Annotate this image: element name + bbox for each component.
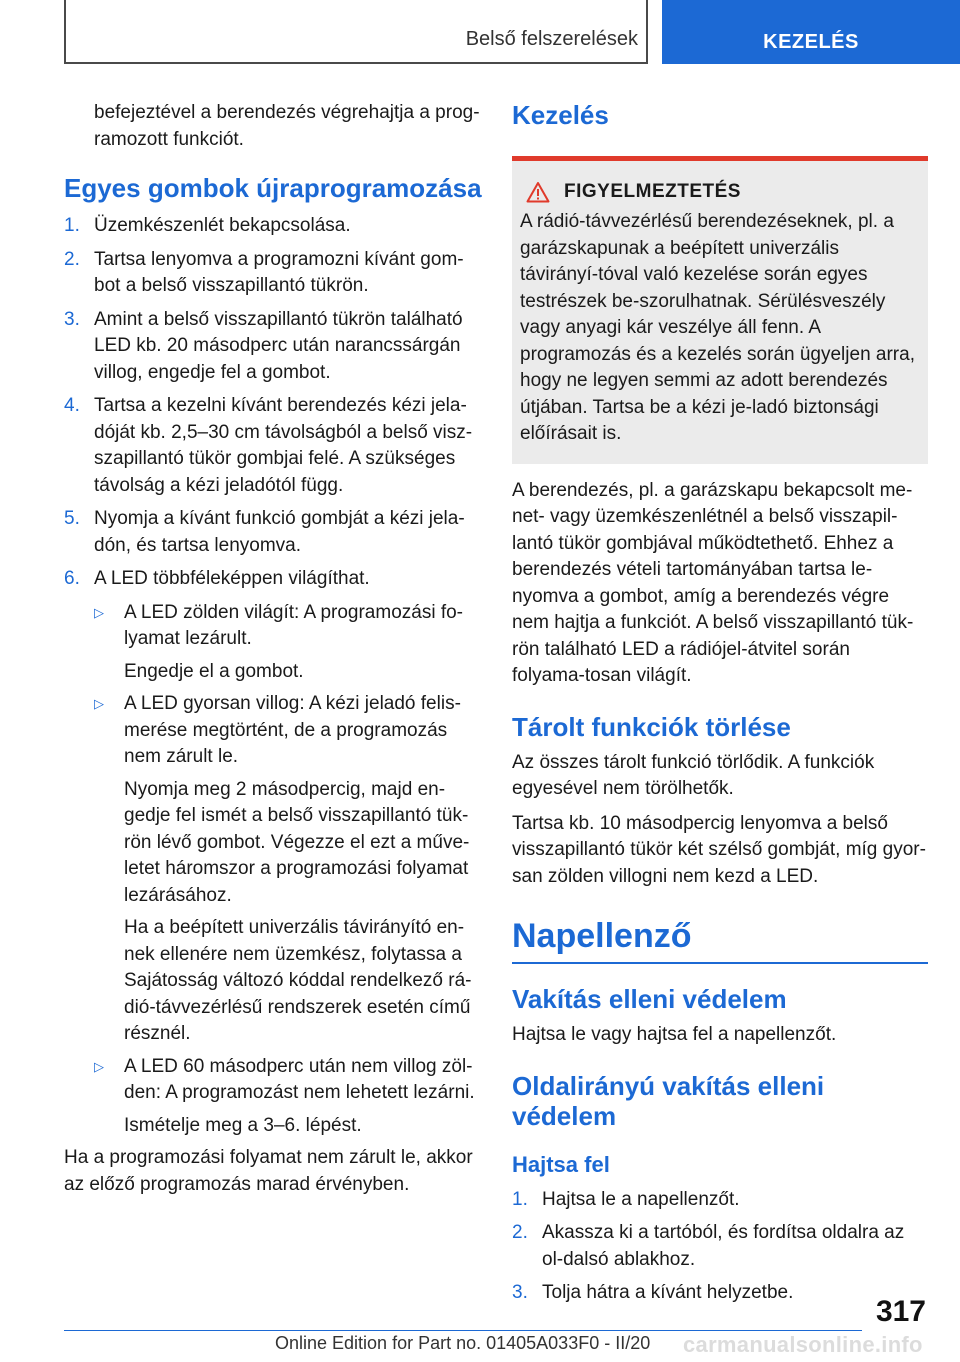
step-text: Hajtsa le a napellenzőt. (542, 1188, 740, 1210)
bullet-continuation: Ismételje meg a 3–6. lépést. (124, 1114, 362, 1136)
right-column (512, 100, 928, 1314)
warning-text: A rádió-távvezérlésű berendezéseknek, pl. a garázskapunak a beépített univerzális távirányí-tóval való kezelése során egyes testrészek be-szorulhatnak. Sérülésveszély vagy anyagi kár veszélye áll fenn. A programozás és a kezelés során ügyeljen arra, hogy ne legyen semmi az adott berendezés útjában. Tartsa be a kézi je-ladó biztonsági előírásait is. (520, 211, 915, 444)
footer-watermark: carmanualsonline.info (683, 1332, 923, 1357)
bullet-continuation: Nyomja meg 2 másodpercig, majd en-gedje fel ismét a belső visszapillantó tük-rön lévő gombot. Végezze el ezt a műve-letet háromszor a programozási folyamat lezárásához. (124, 778, 470, 906)
step-text: Amint a belső visszapillantó tükrön található LED kb. 20 másodperc után narancssárgán villog, engedje fel a gombot. (94, 308, 463, 383)
bullet-text: A LED zölden világít: A programozási fo-lyamat lezárult. (124, 601, 464, 649)
torles-paragraph-1: Az összes tárolt funkció törlődik. A funkciók egyesével nem törölhetők. (512, 751, 875, 799)
footer-divider (64, 1330, 862, 1331)
napellenzo-heading: Napellenző (512, 917, 692, 955)
header-chapter-tab (662, 0, 960, 64)
step-text: Tolja hátra a kívánt helyzetbe. (542, 1282, 794, 1303)
reprogram-steps (64, 213, 482, 593)
step-item (64, 393, 482, 499)
bullet-text: A LED 60 másodperc után nem villog zöl-den: A programozást nem lehetett lezárni. (124, 1055, 475, 1103)
step-number: 2. (64, 248, 80, 270)
step-item (64, 247, 482, 300)
bullet-text: A LED gyorsan villog: A kézi jeladó felis-merése megtörtént, de a programozás nem zárult le. (124, 693, 461, 767)
napellenzo-section-header (512, 916, 928, 964)
hajtsa-heading: Hajtsa fel (512, 1151, 610, 1177)
torles-paragraph-2: Tartsa kb. 10 másodpercig lenyomva a belső visszapillantó tükör két szélső gombját, míg gyor-san zölden villogni nem kezd a LED. (512, 812, 926, 887)
oldal-heading: Oldalirányú vakítás elleni védelem (512, 1070, 825, 1131)
left-column (64, 100, 482, 1198)
bullet-continuation: Ha a beépített univerzális távirányító en-nek ellenére nem üzemkész, folytassa a Sajátosság változó kóddal rendelkező rá-dió-távvezérlésű rendszerek esetén című résznél. (124, 917, 472, 1044)
warning-triangle-icon (526, 181, 550, 203)
step-number: 3. (64, 308, 80, 330)
reprogram-heading: Egyes gombok újraprogramozása (64, 173, 482, 203)
step-item (64, 307, 482, 387)
closing-paragraph: Ha a programozási folyamat nem zárult le, akkor az előző programozás marad érvényben. (64, 1147, 473, 1195)
step-text: Tartsa a kezelni kívánt berendezés kézi jela-dóját kb. 2,5–30 cm távolságból a belső visz-szapillantó tükör gombjai felé. A szükséges távolság a kézi jeladótól függ. (94, 395, 473, 496)
step-number: 1. (64, 215, 80, 236)
vakitas-heading: Vakítás elleni védelem (512, 984, 787, 1014)
led-bullet (64, 691, 482, 771)
step-number: 2. (512, 1222, 528, 1243)
led-bullet (64, 600, 482, 653)
step-item (512, 1187, 928, 1214)
footer-edition: Online Edition for Part no. 01405A033F0 - II/20 (275, 1333, 651, 1353)
warning-box (512, 156, 928, 464)
step-number: 4. (64, 395, 80, 416)
hajtsa-steps (512, 1187, 928, 1307)
step-item (512, 1220, 928, 1273)
bullet-continuation: Engedje el a gombot. (124, 660, 304, 682)
step-item (64, 566, 482, 593)
intro-paragraph: befejeztével a berendezés végrehajtja a prog-ramozott funkciót. (94, 102, 480, 150)
kezeles-heading: Kezelés (512, 100, 609, 130)
vakitas-paragraph: Hajtsa le vagy hajtsa fel a napellenzőt. (512, 1024, 837, 1045)
step-text: Nyomja a kívánt funkció gombját a kézi jela-dón, és tartsa lenyomva. (94, 508, 465, 556)
warning-title-text: FIGYELMEZTETÉS (564, 181, 741, 202)
header-section-title: Belső felszerelések (465, 28, 638, 50)
chapter-tab-label: KEZELÉS (763, 30, 859, 53)
step-number: 1. (512, 1188, 528, 1210)
step-text: A LED többféleképpen világíthat. (94, 568, 370, 589)
led-bullet (64, 1054, 482, 1107)
step-number: 3. (512, 1282, 528, 1303)
step-number: 5. (64, 508, 80, 529)
kezeles-paragraph: A berendezés, pl. a garázskapu bekapcsolt me-net- vagy üzemkészenlétnél a belső visszapil-lantó tükör gombjával működtethető. Ehhez a berendezés vételi tartományában tartsa le-nyomva a gombot, amíg a berendezés végre nem hajtja a funkciót. A belső visszapillantó tük-rön található LED a rádiójel-átvitel során folyama-tosan világít. (512, 479, 914, 686)
step-item (64, 213, 482, 240)
torles-heading: Tárolt funkciók törlése (512, 711, 791, 742)
step-item (512, 1280, 928, 1307)
step-text: Üzemkészenlét bekapcsolása. (94, 215, 351, 236)
triangle-bullet-icon: ▷ (94, 604, 104, 620)
warning-title (520, 181, 920, 203)
step-text: Tartsa lenyomva a programozni kívánt gom-bot a belső visszapillantó tükrön. (94, 248, 464, 296)
step-text: Akassza ki a tartóból, és fordítsa oldalra az ol-dalsó ablakhoz. (542, 1222, 905, 1270)
page-number: 317 (875, 1295, 926, 1328)
step-number: 6. (64, 568, 80, 589)
triangle-bullet-icon: ▷ (94, 1058, 104, 1074)
step-item (64, 506, 482, 559)
triangle-bullet-icon: ▷ (94, 696, 104, 711)
